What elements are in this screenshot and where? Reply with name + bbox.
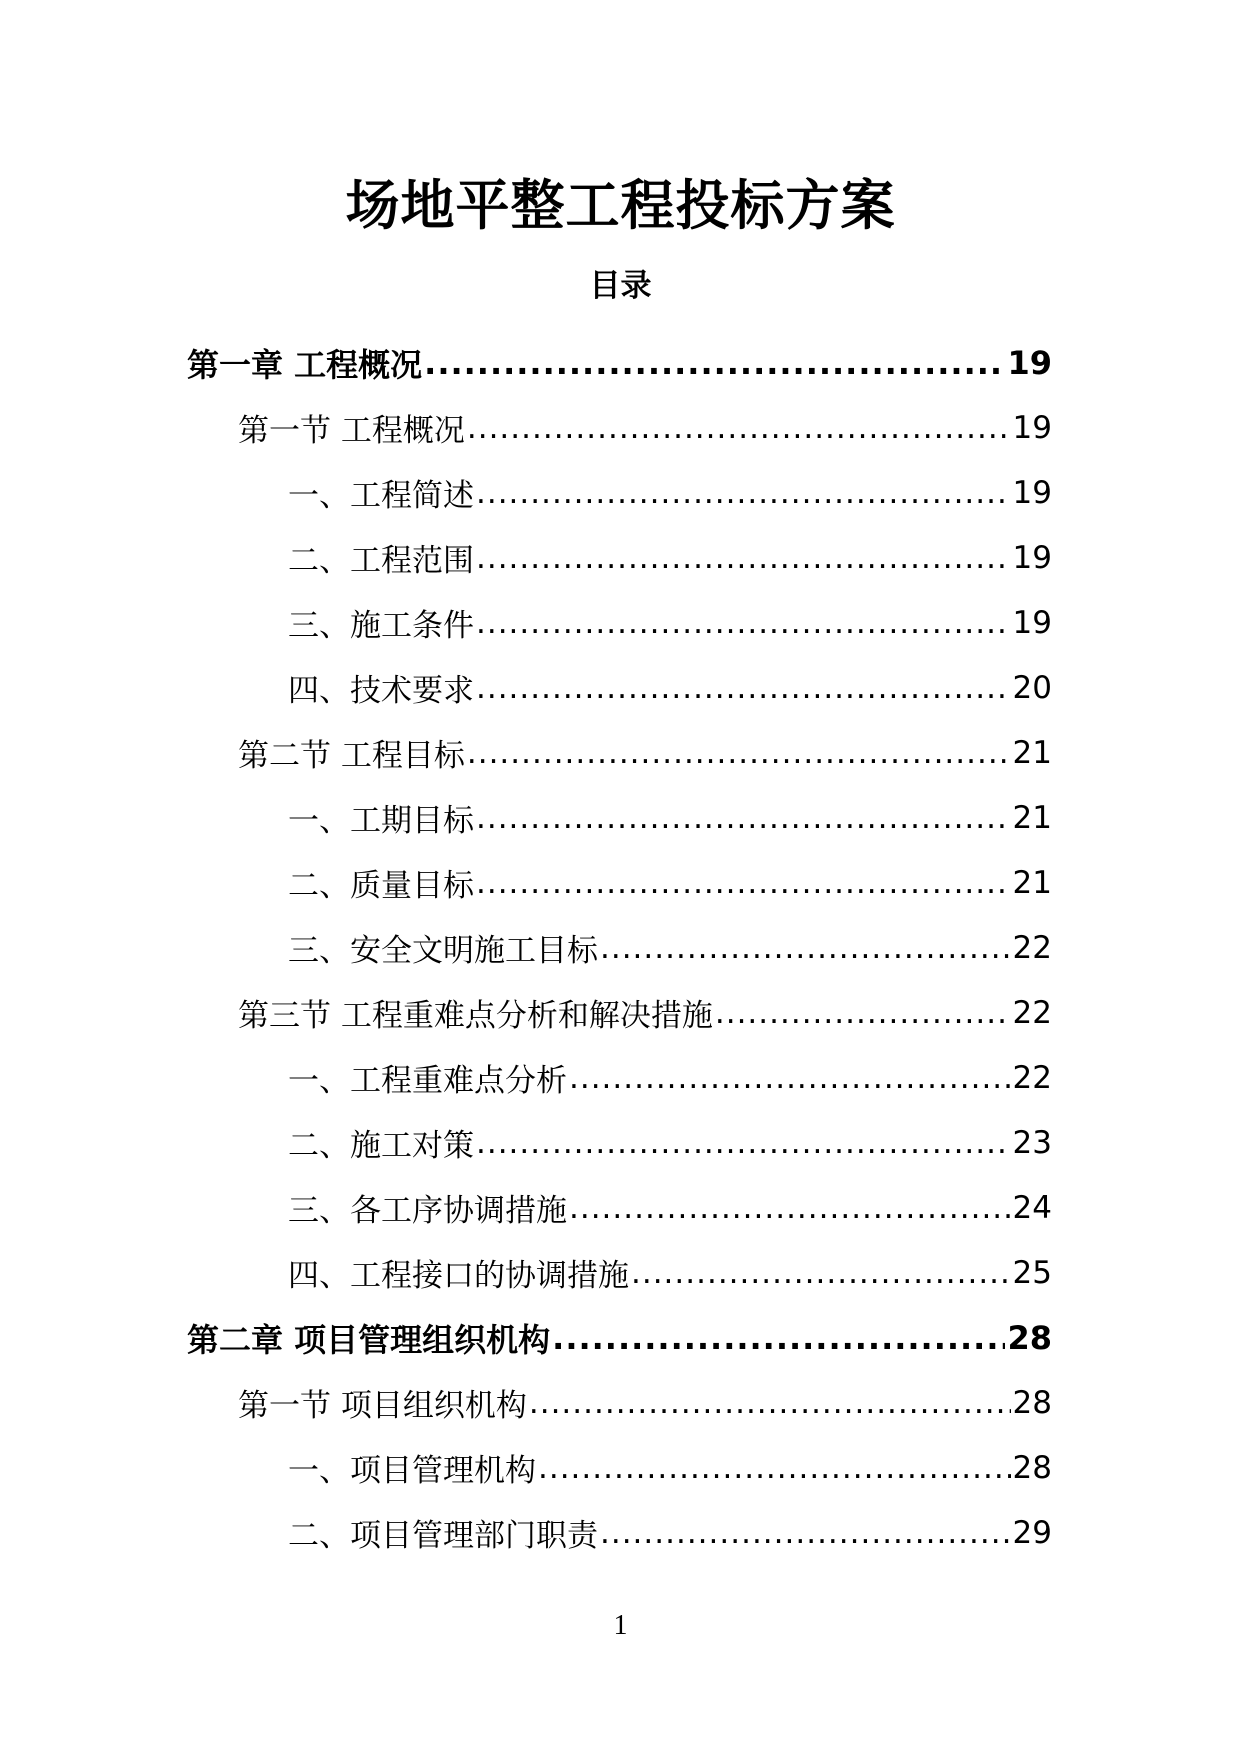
toc-dot-leader — [476, 475, 1011, 511]
toc-dot-leader — [600, 930, 1011, 966]
toc-entry-label: 第一章 工程概况 — [187, 345, 423, 384]
toc-subsection-entry[interactable] — [0, 1045, 1052, 1110]
toc-subsection-entry[interactable] — [0, 1175, 1052, 1240]
toc-dot-leader — [476, 605, 1011, 641]
toc-dot-leader — [476, 865, 1011, 901]
toc-dot-leader — [569, 1190, 1011, 1226]
toc-dot-leader — [538, 1450, 1011, 1486]
page-number: 1 — [613, 1610, 628, 1641]
toc-entry-label: 一、项目管理机构 — [288, 1453, 536, 1489]
toc-dot-leader — [569, 1060, 1011, 1096]
toc-entry-page: 19 — [1012, 409, 1052, 446]
toc-dot-leader — [424, 344, 1005, 382]
toc-subsection-entry[interactable] — [0, 1500, 1052, 1565]
toc-subsection-entry[interactable] — [0, 915, 1052, 980]
toc-entry-label: 二、项目管理部门职责 — [288, 1518, 598, 1554]
toc-subsection-entry[interactable] — [0, 525, 1052, 590]
table-of-contents — [0, 330, 1241, 1565]
toc-entry-label: 二、工程范围 — [288, 543, 474, 579]
toc-entry-page: 25 — [1012, 1254, 1052, 1291]
toc-entry-label: 第二节 工程目标 — [238, 738, 465, 774]
toc-entry-label: 第二章 项目管理组织机构 — [187, 1320, 551, 1359]
toc-dot-leader — [476, 1125, 1011, 1161]
toc-subsection-entry[interactable] — [0, 655, 1052, 720]
toc-entry-label: 二、施工对策 — [288, 1128, 474, 1164]
toc-entry-page: 21 — [1012, 864, 1052, 901]
toc-chapter-entry[interactable] — [0, 1305, 1052, 1370]
toc-dot-leader — [715, 995, 1011, 1031]
toc-subsection-entry[interactable] — [0, 1110, 1052, 1175]
toc-entry-page: 28 — [1012, 1449, 1052, 1486]
toc-entry-page: 28 — [1007, 1318, 1052, 1357]
toc-entry-page: 29 — [1012, 1514, 1052, 1551]
toc-subsection-entry[interactable] — [0, 1435, 1052, 1500]
toc-entry-page: 20 — [1012, 669, 1052, 706]
toc-entry-label: 四、工程接口的协调措施 — [288, 1258, 629, 1294]
toc-dot-leader — [476, 670, 1011, 706]
toc-entry-label: 三、各工序协调措施 — [288, 1193, 567, 1229]
toc-entry-page: 19 — [1007, 343, 1052, 382]
toc-entry-label: 三、安全文明施工目标 — [288, 933, 598, 969]
toc-section-entry[interactable] — [0, 395, 1052, 460]
toc-dot-leader — [529, 1385, 1011, 1421]
toc-dot-leader — [600, 1515, 1011, 1551]
toc-entry-page: 28 — [1012, 1384, 1052, 1421]
toc-entry-label: 第一节 项目组织机构 — [238, 1388, 527, 1424]
toc-entry-page: 19 — [1012, 604, 1052, 641]
toc-dot-leader — [476, 540, 1011, 576]
toc-subsection-entry[interactable] — [0, 785, 1052, 850]
toc-section-entry[interactable] — [0, 720, 1052, 785]
toc-entry-page: 19 — [1012, 539, 1052, 576]
toc-entry-page: 21 — [1012, 734, 1052, 771]
toc-entry-page: 22 — [1012, 994, 1052, 1031]
toc-dot-leader — [467, 735, 1011, 771]
toc-subsection-entry[interactable] — [0, 460, 1052, 525]
toc-chapter-entry[interactable] — [0, 330, 1052, 395]
toc-section-entry[interactable] — [0, 980, 1052, 1045]
toc-subsection-entry[interactable] — [0, 1240, 1052, 1305]
toc-entry-page: 24 — [1012, 1189, 1052, 1226]
toc-section-entry[interactable] — [0, 1370, 1052, 1435]
toc-entry-label: 一、工程简述 — [288, 478, 474, 514]
toc-entry-label: 第三节 工程重难点分析和解决措施 — [238, 998, 713, 1034]
toc-entry-label: 四、技术要求 — [288, 673, 474, 709]
toc-dot-leader — [467, 410, 1011, 446]
toc-entry-label: 一、工期目标 — [288, 803, 474, 839]
toc-dot-leader — [476, 800, 1011, 836]
document-title: 场地平整工程投标方案 — [345, 174, 896, 237]
toc-entry-label: 二、质量目标 — [288, 868, 474, 904]
toc-entry-page: 21 — [1012, 799, 1052, 836]
toc-dot-leader — [552, 1319, 1005, 1357]
toc-subsection-entry[interactable] — [0, 850, 1052, 915]
toc-heading: 目录 — [589, 268, 652, 304]
toc-entry-label: 三、施工条件 — [288, 608, 474, 644]
toc-entry-page: 23 — [1012, 1124, 1052, 1161]
toc-entry-page: 22 — [1012, 1059, 1052, 1096]
toc-dot-leader — [631, 1255, 1011, 1291]
toc-subsection-entry[interactable] — [0, 590, 1052, 655]
toc-entry-page: 22 — [1012, 929, 1052, 966]
toc-entry-label: 一、工程重难点分析 — [288, 1063, 567, 1099]
toc-entry-label: 第一节 工程概况 — [238, 413, 465, 449]
toc-entry-page: 19 — [1012, 474, 1052, 511]
